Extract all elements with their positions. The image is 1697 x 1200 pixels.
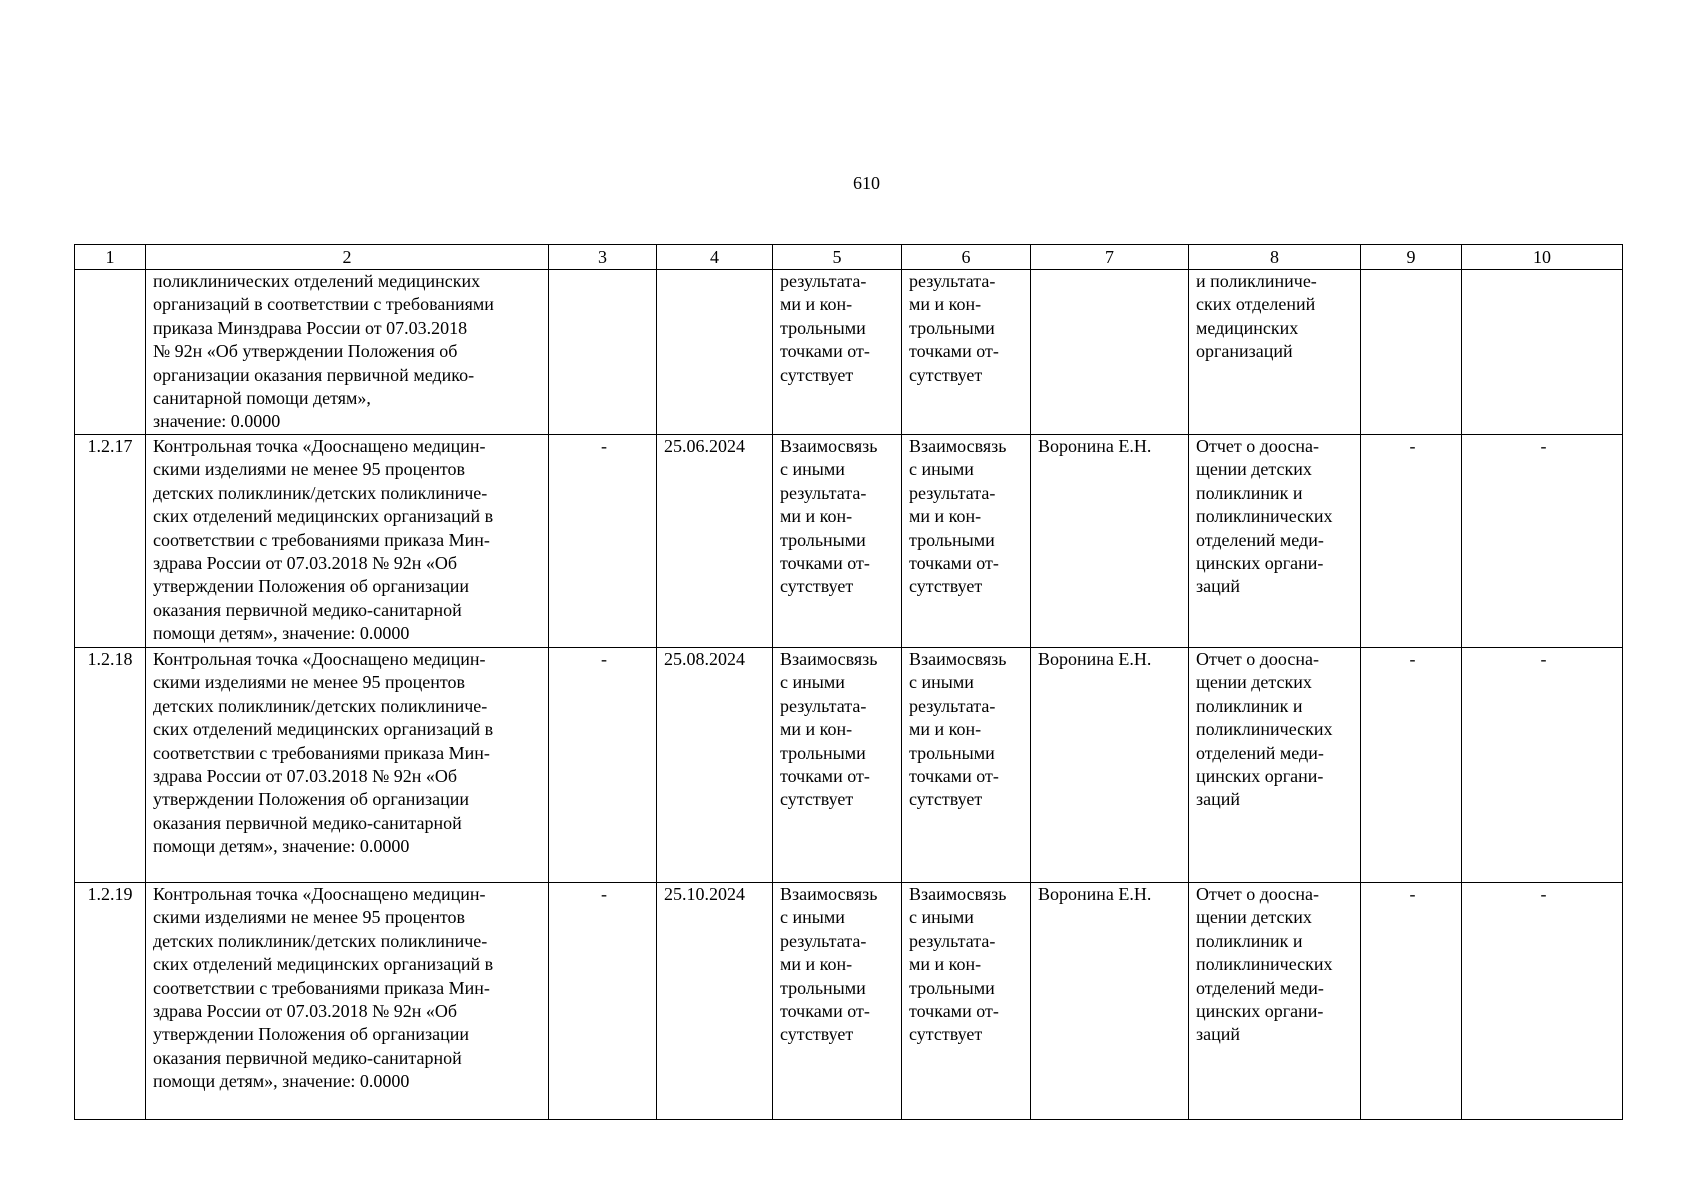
row-col5: Взаимосвязь с иными результата- ми и кон- трольными точками от- сутствует [773, 648, 902, 883]
row-responsible: Воронина Е.Н. [1031, 648, 1189, 883]
row-col9 [1361, 270, 1462, 435]
row-col6: результата- ми и кон- трольными точками от- сутствует [902, 270, 1031, 435]
row-responsible: Воронина Е.Н. [1031, 435, 1189, 648]
column-header: 1 [75, 245, 146, 270]
row-number [75, 270, 146, 435]
column-header: 6 [902, 245, 1031, 270]
row-col10: - [1462, 883, 1623, 1120]
document-table [74, 244, 1623, 1120]
row-col10 [1462, 270, 1623, 435]
table-row [75, 270, 1623, 435]
row-date: 25.08.2024 [657, 648, 773, 883]
row-col5: результата- ми и кон- трольными точками от- сутствует [773, 270, 902, 435]
column-header: 10 [1462, 245, 1623, 270]
row-col10: - [1462, 435, 1623, 648]
column-header: 9 [1361, 245, 1462, 270]
row-number: 1.2.17 [75, 435, 146, 648]
row-description: Контрольная точка «Дооснащено медицин- скими изделиями не менее 95 процентов детских поликлиник/детских поликлиниче- ских отделений медицинских организаций в соответствии с требованиями приказа Мин- здрава России от 07.03.2018 № 92н «Об утверждении Положения об организации оказания первичной медико-санитарной помощи детям», значение: 0.0000 [146, 883, 549, 1120]
column-header: 3 [549, 245, 657, 270]
column-header: 5 [773, 245, 902, 270]
row-description: Контрольная точка «Дооснащено медицин- скими изделиями не менее 95 процентов детских поликлиник/детских поликлиниче- ских отделений медицинских организаций в соответствии с требованиями приказа Мин- здрава России от 07.03.2018 № 92н «Об утверждении Положения об организации оказания первичной медико-санитарной помощи детям», значение: 0.0000 [146, 648, 549, 883]
table-row [75, 435, 1623, 648]
row-number: 1.2.18 [75, 648, 146, 883]
row-date: 25.10.2024 [657, 883, 773, 1120]
row-description: Контрольная точка «Дооснащено медицин- скими изделиями не менее 95 процентов детских поликлиник/детских поликлиниче- ских отделений медицинских организаций в соответствии с требованиями приказа Мин- здрава России от 07.03.2018 № 92н «Об утверждении Положения об организации оказания первичной медико-санитарной помощи детям», значение: 0.0000 [146, 435, 549, 648]
table-header-row [75, 245, 1623, 270]
row-col5: Взаимосвязь с иными результата- ми и кон- трольными точками от- сутствует [773, 883, 902, 1120]
row-col6: Взаимосвязь с иными результата- ми и кон- трольными точками от- сутствует [902, 435, 1031, 648]
row-col9: - [1361, 648, 1462, 883]
row-document: и поликлиниче- ских отделений медицинских организаций [1189, 270, 1361, 435]
row-col3: - [549, 883, 657, 1120]
row-col6: Взаимосвязь с иными результата- ми и кон- трольными точками от- сутствует [902, 883, 1031, 1120]
row-date: 25.06.2024 [657, 435, 773, 648]
row-col3 [549, 270, 657, 435]
row-col9: - [1361, 883, 1462, 1120]
row-responsible: Воронина Е.Н. [1031, 883, 1189, 1120]
table-row [75, 883, 1623, 1120]
page-number: 610 [853, 173, 880, 193]
row-document: Отчет о доосна- щении детских поликлиник и поликлинических отделений меди- цинских органи- заций [1189, 883, 1361, 1120]
row-document: Отчет о доосна- щении детских поликлиник и поликлинических отделений меди- цинских органи- заций [1189, 435, 1361, 648]
row-document: Отчет о доосна- щении детских поликлиник и поликлинических отделений меди- цинских органи- заций [1189, 648, 1361, 883]
row-description: поликлинических отделений медицинских организаций в соответствии с требованиями приказа Минздрава России от 07.03.2018 № 92н «Об утверждении Положения об организации оказания первичной медико- санитарной помощи детям», значение: 0.0000 [146, 270, 549, 435]
row-col6: Взаимосвязь с иными результата- ми и кон- трольными точками от- сутствует [902, 648, 1031, 883]
column-header: 8 [1189, 245, 1361, 270]
row-col9: - [1361, 435, 1462, 648]
column-header: 4 [657, 245, 773, 270]
row-date [657, 270, 773, 435]
column-header: 2 [146, 245, 549, 270]
row-col5: Взаимосвязь с иными результата- ми и кон- трольными точками от- сутствует [773, 435, 902, 648]
table-row [75, 648, 1623, 883]
column-header: 7 [1031, 245, 1189, 270]
row-responsible [1031, 270, 1189, 435]
row-col3: - [549, 648, 657, 883]
row-col10: - [1462, 648, 1623, 883]
row-col3: - [549, 435, 657, 648]
row-number: 1.2.19 [75, 883, 146, 1120]
